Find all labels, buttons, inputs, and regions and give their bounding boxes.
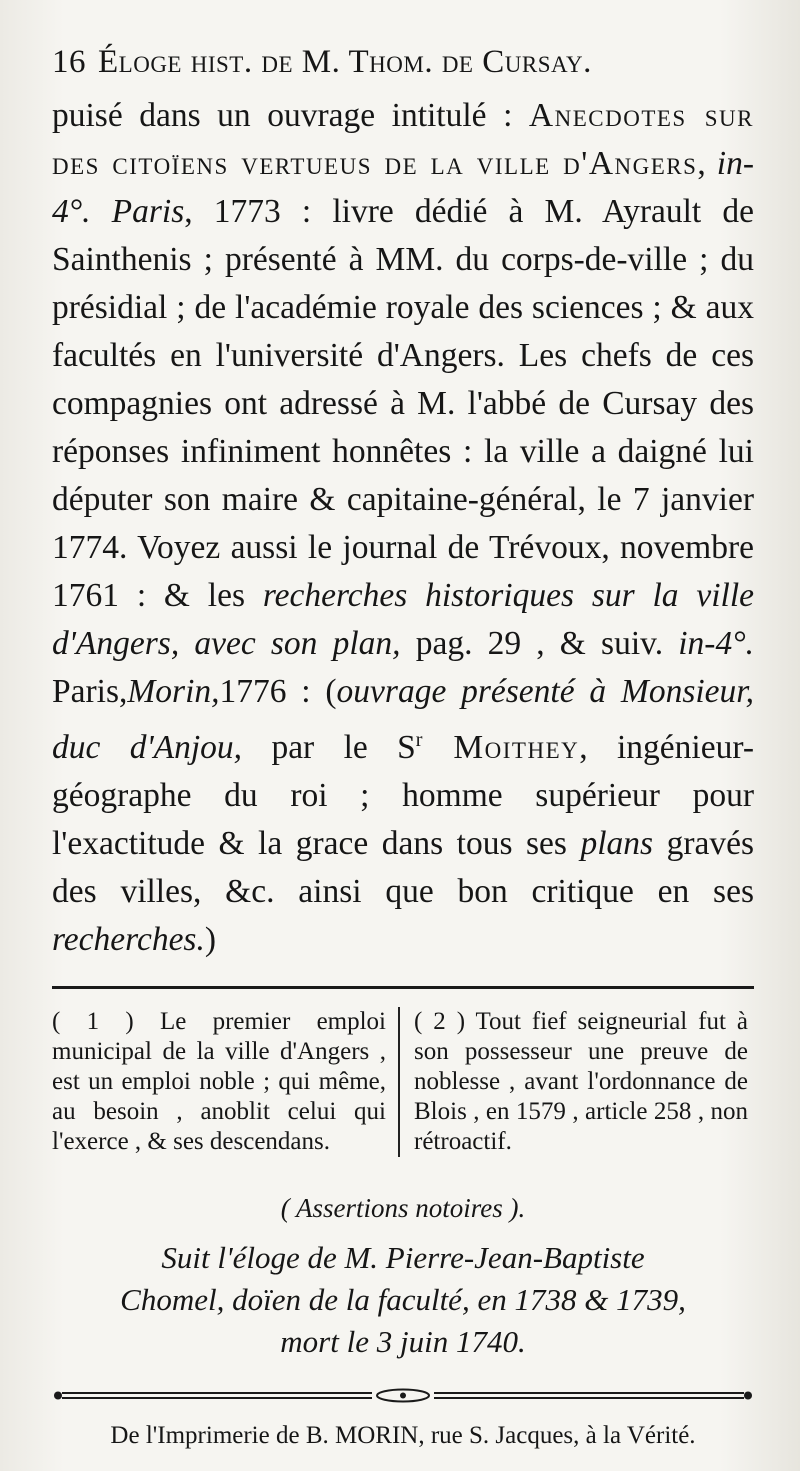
suite-line-2: Chomel, doïen de la faculté, en 1738 & 1739, bbox=[120, 1282, 686, 1318]
suite-line-1: Suit l'éloge de M. Pierre-Jean-Baptiste bbox=[161, 1240, 645, 1276]
format-italic: in-4°. bbox=[678, 625, 754, 662]
imprint-line: De l'Imprimerie de B. MORIN, rue S. Jacques, à la Vérité. bbox=[110, 1422, 696, 1450]
recherches-title-italic: recherches historiques sur la ville d'Angers, avec son plan, bbox=[52, 577, 754, 662]
book-title-small-caps: Anecdotes sur des citoïens vertueus de la ville d'Angers bbox=[52, 97, 754, 182]
footnote-2: ( 2 ) Tout fief seigneurial fut à son possesseur une preuve de noblesse , avant l'ordonnance de Blois , en 1579 , article 258 , non rétroactif. bbox=[398, 1007, 754, 1157]
footnote-rule bbox=[52, 986, 754, 989]
text-segment: Paris, bbox=[52, 673, 128, 710]
text-segment: , bbox=[697, 145, 717, 182]
format-italic: in-4°. Paris bbox=[52, 145, 754, 230]
text-segment: pag. 29 , & suiv. bbox=[400, 625, 679, 662]
footnotes bbox=[52, 1007, 754, 1157]
suite-line-3: mort le 3 juin 1740. bbox=[280, 1324, 526, 1360]
main-paragraph bbox=[52, 92, 754, 964]
text-segment: gravés des villes, &c. ainsi que bon critique en ses bbox=[52, 825, 754, 911]
suite-announcement bbox=[52, 1237, 754, 1363]
page-number: 16 bbox=[52, 44, 86, 80]
running-title: Éloge hist. de M. Thom. de Cursay. bbox=[98, 44, 592, 80]
text-segment: 1776 : ( bbox=[219, 673, 337, 710]
text-segment: puisé dans un ouvrage intitulé : bbox=[52, 97, 529, 134]
assertions-line bbox=[52, 1191, 754, 1225]
dedication-italic: ouvrage présenté à Monsieur, duc d'Anjou, bbox=[52, 673, 754, 767]
plans-italic: plans bbox=[580, 825, 654, 863]
ornament-svg bbox=[52, 1387, 754, 1405]
recherches-italic: recherches. bbox=[52, 921, 205, 959]
superscript: r bbox=[415, 729, 423, 751]
running-head bbox=[52, 40, 754, 84]
text-segment: , ingénieur-géographe du roi ; homme supérieur pour l'exactitude & la grace dans tous ses bbox=[52, 729, 754, 863]
text-segment: , 1773 : livre dédié à M. Ayrault de Sainthenis ; présenté à MM. du corps-de-ville ; du présidial ; de l'académie royale des sciences ; & aux facultés en l'université d'Angers. Les chefs de ces compagnies ont adressé à M. l'abbé de Cursay des réponses infiniment honnêtes : la ville a daigné lui députer son maire & capitaine-général, le 7 janvier 1774. Voyez aussi le journal de Trévoux, novembre 1761 : & les bbox=[52, 193, 754, 614]
footnote-1: ( 1 ) Le premier emploi municipal de la ville d'Angers , est un emploi noble ; qui même, au besoin , anoblit celui qui l'exerce , & ses descendans. bbox=[52, 1008, 386, 1156]
ornamental-rule bbox=[52, 1387, 750, 1405]
publisher-italic: Morin, bbox=[127, 673, 220, 710]
assertions-text: ( Assertions notoires ). bbox=[280, 1193, 526, 1224]
name-small-caps: Moithey bbox=[422, 729, 580, 767]
text-segment: par le S bbox=[242, 729, 416, 767]
text-segment: ) bbox=[204, 921, 216, 959]
